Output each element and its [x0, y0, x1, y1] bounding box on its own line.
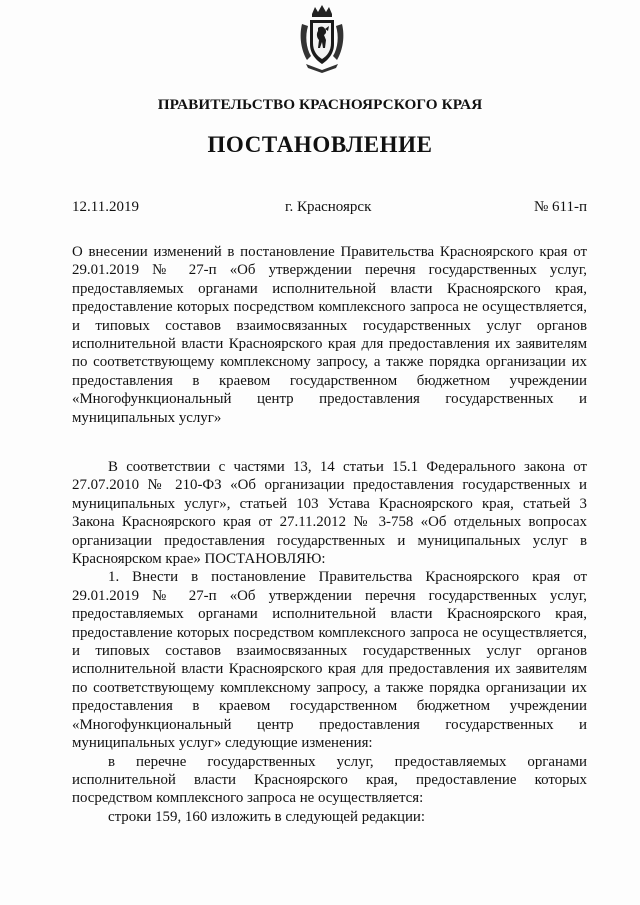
organization-name: ПРАВИТЕЛЬСТВО КРАСНОЯРСКОГО КРАЯ — [157, 96, 483, 113]
coat-of-arms-icon — [298, 4, 346, 74]
document-date: 12.11.2019 — [72, 199, 139, 215]
document-city: г. Красноярск — [285, 199, 372, 215]
body-paragraph-item-1: 1. Внести в постановление Правительства Красноярского края от 29.01.2019 № 27-п «Об утверждении перечня государственных услуг, предоставляемых органами исполнительной власти Красноярского края, предоставление которых посредством комплексного запроса не осуществляется, и типовых составов взаимосвязанных государственных услуг органов исполнительной власти Красноярского края для предоставления их заявителям по соответствующему комплексному запросу, а также порядка организации их предоставления в краевом государственном бюджетном учреждении «Многофункциональный центр предоставления государственных и муниципальных услуг» следующие изменения: — [72, 569, 587, 752]
document-body — [72, 458, 587, 826]
document-type-title: ПОСТАНОВЛЕНИЕ — [207, 132, 433, 157]
document-meta-row — [72, 199, 587, 219]
subject-text: О внесении изменений в постановление Правительства Красноярского края от 29.01.2019 № 27-п «Об утверждении перечня государственных услуг, предоставляемых органами исполнительной власти Красноярского края, предоставление которых посредством комплексного запроса не осуществляется, и типовых составов взаимосвязанных государственных услуг органов исполнительной власти Красноярского края для предоставления их заявителям по соответствующему комплексному запросу, а также порядка организации их предоставления в краевом государственном бюджетном учреждении «Многофункциональный центр предоставления государственных и муниципальных услуг» — [72, 244, 587, 426]
document-number: № 611-п — [533, 199, 587, 215]
body-paragraph-list-intro: в перечне государственных услуг, предоставляемых органами исполнительной власти Красноярского края, предоставление которых посредством комплексного запроса не осуществляется: — [72, 753, 587, 807]
body-paragraph-rows: строки 159, 160 изложить в следующей редакции: — [108, 808, 426, 825]
body-paragraph-preamble: В соответствии с частями 13, 14 статьи 15.1 Федерального закона от 27.07.2010 № 210-ФЗ «Об организации предоставления государственных и муниципальных услуг», статьей 103 Устава Красноярского края, статьей 3 Закона Красноярского края от 27.11.2012 № 3-758 «Об отдельных вопросах организации предоставления государственных и муниципальных услуг в Красноярском крае» ПОСТАНОВЛЯЮ: — [72, 459, 587, 568]
document-subject — [72, 243, 587, 427]
